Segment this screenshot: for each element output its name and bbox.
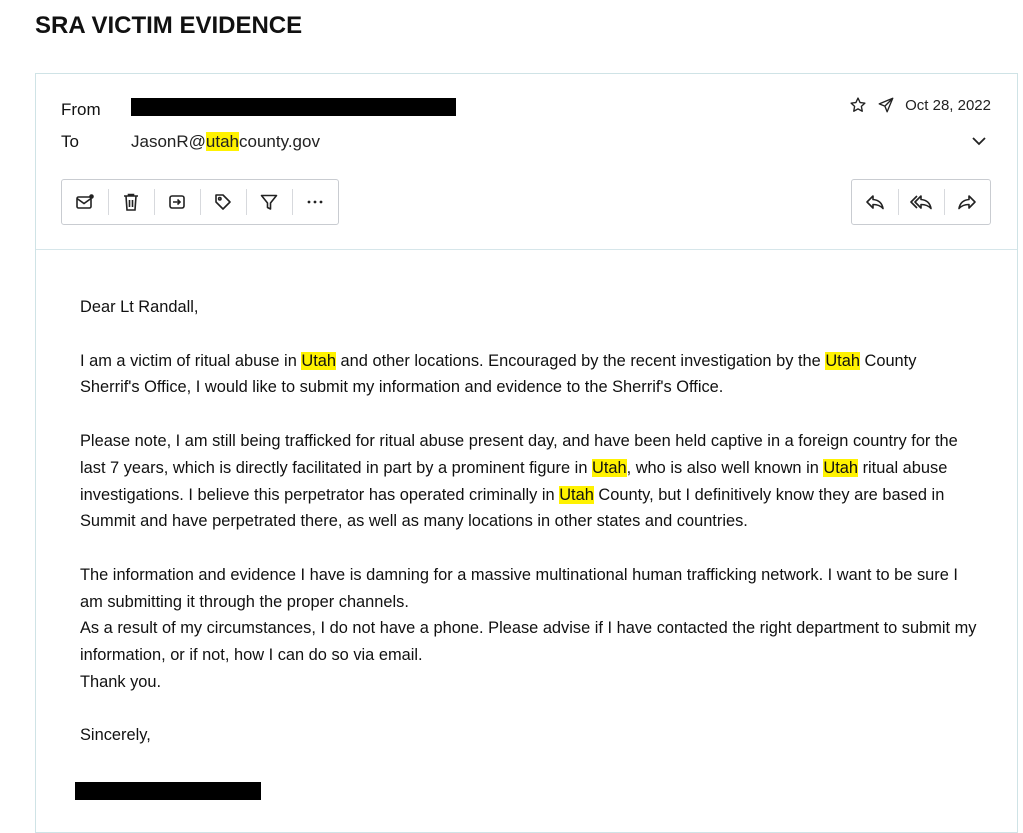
delete-button[interactable] [108, 180, 154, 224]
reply-icon [865, 193, 885, 211]
recipient-prefix: JasonR@ [131, 132, 206, 151]
text-run: , who is also well known in [626, 458, 824, 477]
closing: Sincerely, [80, 726, 151, 745]
more-button[interactable] [292, 180, 338, 224]
message-actions-toolbar [61, 179, 339, 225]
filter-icon [259, 192, 279, 212]
recipient-address[interactable] [131, 132, 320, 152]
mark-unread-button[interactable] [62, 180, 108, 224]
text-run: County Sherrif's Office, I would like to submit my information and evidence to the Sherrif's Office. [80, 351, 917, 397]
paragraph-4: As a result of my circumstances, I do not have a phone. Please advise if I have contacted the right department to submit my information, or if not, how I can do so via email. [80, 619, 977, 665]
move-button[interactable] [154, 180, 200, 224]
star-icon[interactable] [849, 96, 867, 114]
page-title: SRA VICTIM EVIDENCE [35, 12, 303, 39]
greeting: Dear Lt Randall, [80, 298, 199, 316]
filter-button[interactable] [246, 180, 292, 224]
email-header [36, 74, 1017, 250]
highlight: Utah [823, 458, 859, 477]
forward-button[interactable] [944, 180, 990, 224]
paragraph-5: Thank you. [80, 672, 162, 691]
more-icon [306, 199, 324, 205]
text-run: ritual abuse investigations. I believe this perpetrator has operated criminally in [80, 458, 948, 504]
tag-icon [213, 192, 233, 212]
email-body [80, 294, 980, 749]
trash-icon [122, 192, 140, 212]
paragraph-3: The information and evidence I have is damning for a massive multinational human trafficking network. I want to be sure I am submitting it through the proper channels. [80, 565, 958, 611]
text-run: County, but I definitively know they are based in Summit and have perpetrated there, as well as many locations in other states and countries. [80, 485, 945, 531]
send-icon [877, 96, 895, 114]
highlight: Utah [825, 351, 860, 370]
recipient-highlight: utah [205, 132, 239, 151]
text-run: I am a victim of ritual abuse in [80, 351, 302, 370]
redacted-sender [131, 98, 456, 116]
text-run: and other locations. Encouraged by the recent investigation by the [336, 351, 826, 370]
text-run: Please note, I am still being trafficked for ritual abuse present day, and have been held captive in a foreign country for the last 7 years, which is directly facilitated in part by a prominent figure in [80, 432, 958, 477]
highlight: Utah [301, 351, 336, 370]
forward-icon [957, 193, 977, 211]
mark-unread-icon [75, 193, 95, 211]
from-label: From [61, 100, 101, 119]
recipient-suffix: county.gov [239, 132, 320, 151]
paragraph-2 [80, 428, 980, 535]
reply-all-icon [910, 193, 932, 211]
chevron-down-icon[interactable] [971, 134, 987, 152]
email-date: Oct 28, 2022 [905, 96, 991, 114]
tag-button[interactable] [200, 180, 246, 224]
highlight: Utah [559, 485, 594, 504]
paragraph-1 [80, 348, 980, 401]
redacted-signature [75, 782, 261, 800]
email-meta [849, 96, 991, 114]
reply-all-button[interactable] [898, 180, 944, 224]
email-message [35, 73, 1018, 833]
move-icon [167, 193, 187, 211]
reply-actions-toolbar [851, 179, 991, 225]
to-label: To [61, 132, 79, 151]
highlight: Utah [591, 458, 627, 477]
reply-button[interactable] [852, 180, 898, 224]
